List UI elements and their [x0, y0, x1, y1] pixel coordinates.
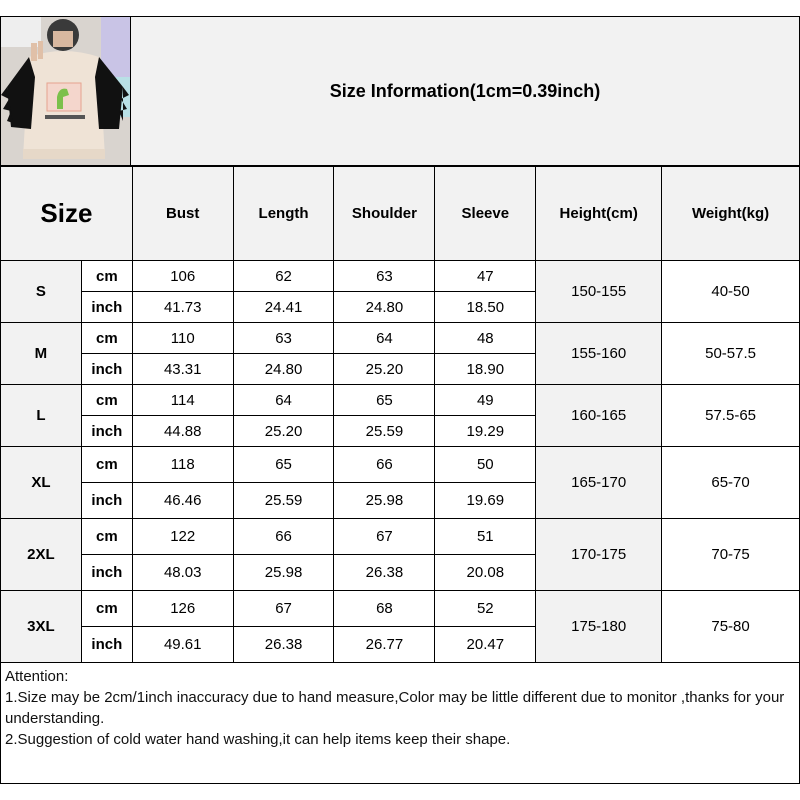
notes-line-2: 2.Suggestion of cold water hand washing,it can help items keep their shape. [5, 731, 511, 748]
sleeve-header: Sleeve [435, 167, 536, 261]
weight-range: 57.5-65 [662, 385, 800, 447]
length-cm: 67 [233, 591, 334, 627]
shoulder-cm: 65 [334, 385, 435, 416]
shoulder-cm: 67 [334, 519, 435, 555]
bust-inch: 48.03 [132, 555, 233, 591]
sleeve-cm: 48 [435, 323, 536, 354]
weight-range: 50-57.5 [662, 323, 800, 385]
length-header: Length [233, 167, 334, 261]
unit-cm: cm [81, 447, 132, 483]
bust-cm: 110 [132, 323, 233, 354]
shoulder-cm: 63 [334, 261, 435, 292]
sleeve-cm: 50 [435, 447, 536, 483]
attention-notes [0, 662, 800, 784]
unit-cm: cm [81, 261, 132, 292]
shoulder-inch: 24.80 [334, 292, 435, 323]
length-inch: 24.80 [233, 354, 334, 385]
bust-header: Bust [132, 167, 233, 261]
sleeve-inch: 19.69 [435, 483, 536, 519]
size-header: Size [1, 167, 133, 261]
header-row [1, 167, 800, 261]
unit-inch: inch [81, 354, 132, 385]
unit-cm: cm [81, 591, 132, 627]
height-range: 160-165 [536, 385, 662, 447]
weight-range: 65-70 [662, 447, 800, 519]
length-cm: 66 [233, 519, 334, 555]
product-photo [0, 16, 131, 166]
bust-cm: 114 [132, 385, 233, 416]
unit-inch: inch [81, 292, 132, 323]
size-label: XL [1, 447, 82, 519]
notes-line-1: 1.Size may be 2cm/1inch inaccuracy due to hand measure,Color may be little different due to monitor ,thanks for your understanding. [5, 689, 785, 727]
table-row [1, 261, 800, 292]
height-header: Height(cm) [536, 167, 662, 261]
shoulder-inch: 25.98 [334, 483, 435, 519]
length-inch: 25.59 [233, 483, 334, 519]
hoodie-image [1, 17, 130, 165]
height-range: 175-180 [536, 591, 662, 663]
length-inch: 25.98 [233, 555, 334, 591]
height-range: 150-155 [536, 261, 662, 323]
bust-inch: 44.88 [132, 416, 233, 447]
unit-inch: inch [81, 416, 132, 447]
size-table [0, 166, 800, 663]
length-inch: 25.20 [233, 416, 334, 447]
weight-range: 75-80 [662, 591, 800, 663]
shoulder-cm: 68 [334, 591, 435, 627]
length-cm: 65 [233, 447, 334, 483]
unit-inch: inch [81, 627, 132, 663]
table-row [1, 591, 800, 627]
weight-range: 40-50 [662, 261, 800, 323]
sleeve-cm: 52 [435, 591, 536, 627]
bust-cm: 126 [132, 591, 233, 627]
sleeve-cm: 51 [435, 519, 536, 555]
table-row [1, 385, 800, 416]
bust-cm: 106 [132, 261, 233, 292]
size-label: M [1, 323, 82, 385]
height-range: 165-170 [536, 447, 662, 519]
length-cm: 62 [233, 261, 334, 292]
shoulder-inch: 26.77 [334, 627, 435, 663]
sleeve-inch: 20.47 [435, 627, 536, 663]
height-range: 170-175 [536, 519, 662, 591]
sleeve-cm: 47 [435, 261, 536, 292]
sleeve-inch: 19.29 [435, 416, 536, 447]
table-row [1, 519, 800, 555]
bust-inch: 49.61 [132, 627, 233, 663]
weight-header: Weight(kg) [662, 167, 800, 261]
table-row [1, 447, 800, 483]
shoulder-cm: 64 [334, 323, 435, 354]
size-label: 2XL [1, 519, 82, 591]
table-row [1, 323, 800, 354]
bust-cm: 118 [132, 447, 233, 483]
size-label: L [1, 385, 82, 447]
height-range: 155-160 [536, 323, 662, 385]
sleeve-inch: 20.08 [435, 555, 536, 591]
length-inch: 26.38 [233, 627, 334, 663]
length-inch: 24.41 [233, 292, 334, 323]
unit-cm: cm [81, 385, 132, 416]
shoulder-inch: 26.38 [334, 555, 435, 591]
bust-inch: 41.73 [132, 292, 233, 323]
weight-range: 70-75 [662, 519, 800, 591]
length-cm: 64 [233, 385, 334, 416]
unit-cm: cm [81, 323, 132, 354]
bust-inch: 46.46 [132, 483, 233, 519]
size-label: S [1, 261, 82, 323]
size-label: 3XL [1, 591, 82, 663]
bust-cm: 122 [132, 519, 233, 555]
notes-heading: Attention: [5, 668, 69, 685]
shoulder-cm: 66 [334, 447, 435, 483]
length-cm: 63 [233, 323, 334, 354]
shoulder-header: Shoulder [334, 167, 435, 261]
shoulder-inch: 25.59 [334, 416, 435, 447]
sleeve-inch: 18.50 [435, 292, 536, 323]
unit-inch: inch [81, 555, 132, 591]
unit-cm: cm [81, 519, 132, 555]
sleeve-cm: 49 [435, 385, 536, 416]
sleeve-inch: 18.90 [435, 354, 536, 385]
size-info-title: Size Information(1cm=0.39inch) [131, 16, 800, 166]
bust-inch: 43.31 [132, 354, 233, 385]
unit-inch: inch [81, 483, 132, 519]
shoulder-inch: 25.20 [334, 354, 435, 385]
